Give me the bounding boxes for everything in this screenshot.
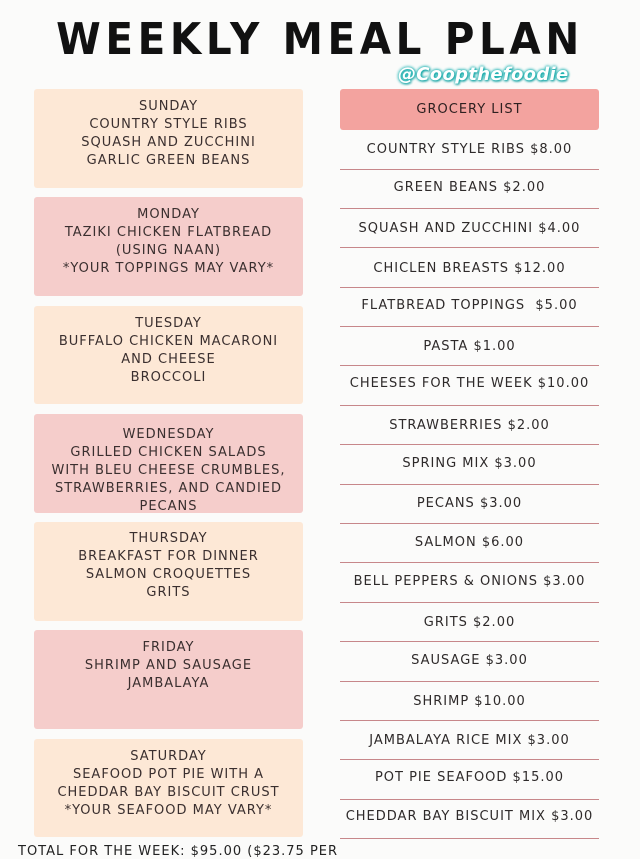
grocery-divider xyxy=(340,208,599,209)
grocery-divider xyxy=(340,169,599,170)
grocery-divider xyxy=(340,641,599,642)
grocery-divider xyxy=(340,365,599,366)
grocery-item: SAUSAGE $3.00 xyxy=(411,653,528,668)
grocery-divider xyxy=(340,326,599,327)
grocery-item: JAMBALAYA RICE MIX $3.00 xyxy=(369,733,570,748)
grocery-divider xyxy=(340,405,599,406)
grocery-divider xyxy=(340,562,599,563)
grocery-item: CHEESES FOR THE WEEK $10.00 xyxy=(349,376,590,391)
grocery-divider xyxy=(340,444,599,445)
day-card-tuesday: TUESDAY BUFFALO CHICKEN MACARONI AND CHEESE BROCCOLI xyxy=(34,306,303,404)
day-card-friday: FRIDAY SHRIMP AND SAUSAGE JAMBALAYA xyxy=(34,630,303,729)
day-card-saturday: SATURDAY SEAFOOD POT PIE WITH A CHEDDAR BAY BISCUIT CRUST *YOUR SEAFOOD MAY VARY* xyxy=(34,739,303,837)
grocery-divider xyxy=(340,799,599,800)
grocery-item: CHEDDAR BAY BISCUIT MIX $3.00 xyxy=(345,809,594,824)
grocery-divider xyxy=(340,838,599,839)
grocery-divider xyxy=(340,523,599,524)
grocery-divider xyxy=(340,720,599,721)
day-card-thursday: THURSDAY BREAKFAST FOR DINNER SALMON CROQUETTES GRITS xyxy=(34,522,303,621)
page-title: WEEKLY MEAL PLAN xyxy=(56,14,584,65)
grocery-item: GRITS $2.00 xyxy=(423,615,516,630)
grocery-item: SHRIMP $10.00 xyxy=(413,694,526,709)
grocery-item: PASTA $1.00 xyxy=(423,339,516,354)
grocery-item: STRAWBERRIES $2.00 xyxy=(389,418,550,433)
day-card-wednesday: WEDNESDAY GRILLED CHICKEN SALADS WITH BLEU CHEESE CRUMBLES, STRAWBERRIES, AND CANDIED PECANS xyxy=(34,414,303,513)
grocery-item: COUNTRY STYLE RIBS $8.00 xyxy=(366,142,573,157)
grocery-divider xyxy=(340,287,599,288)
creator-handle: @Coopthefoodie xyxy=(398,64,569,85)
day-card-monday: MONDAY TAZIKI CHICKEN FLATBREAD (USING NAAN) *YOUR TOPPINGS MAY VARY* xyxy=(34,197,303,296)
grocery-item: CHICLEN BREASTS $12.00 xyxy=(373,261,566,276)
grocery-list-header: GROCERY LIST xyxy=(340,89,599,130)
grocery-item: PECANS $3.00 xyxy=(416,496,523,511)
grocery-item: SPRING MIX $3.00 xyxy=(402,456,537,471)
grocery-item: SALMON $6.00 xyxy=(414,535,525,550)
grocery-divider xyxy=(340,602,599,603)
weekly-total: TOTAL FOR THE WEEK: $95.00 ($23.75 PER xyxy=(18,844,339,859)
grocery-divider xyxy=(340,247,599,248)
grocery-item: POT PIE SEAFOOD $15.00 xyxy=(374,770,565,785)
grocery-divider xyxy=(340,681,599,682)
day-card-sunday: SUNDAY COUNTRY STYLE RIBS SQUASH AND ZUCCHINI GARLIC GREEN BEANS xyxy=(34,89,303,188)
grocery-item: BELL PEPPERS & ONIONS $3.00 xyxy=(353,574,586,589)
grocery-divider xyxy=(340,484,599,485)
grocery-item: GREEN BEANS $2.00 xyxy=(393,180,546,195)
grocery-item: FLATBREAD TOPPINGS $5.00 xyxy=(361,298,578,313)
grocery-divider xyxy=(340,759,599,760)
grocery-item: SQUASH AND ZUCCHINI $4.00 xyxy=(358,221,581,236)
